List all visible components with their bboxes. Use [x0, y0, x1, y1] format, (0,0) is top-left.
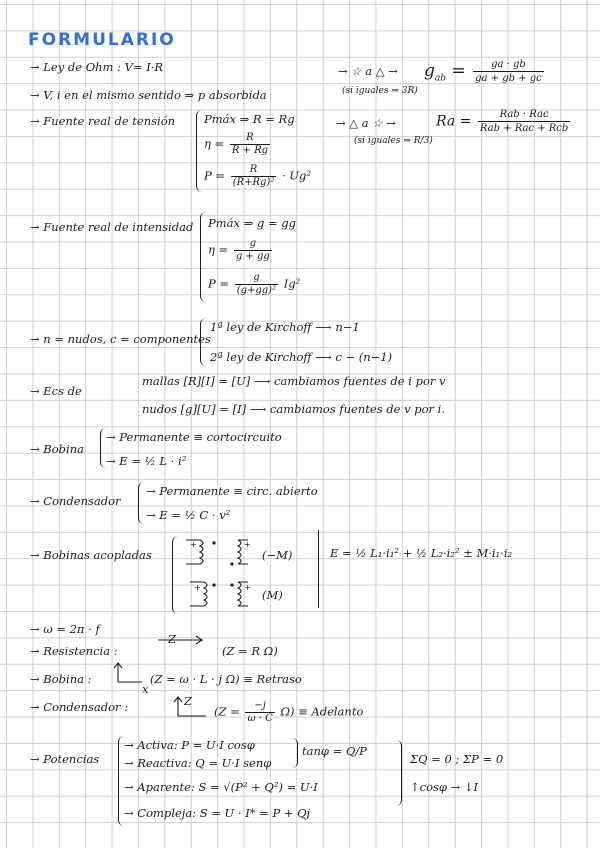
svg-text:-: -	[190, 559, 193, 568]
x-symbol: x	[142, 682, 149, 696]
capacitor-energy: → E = ½ C · v²	[146, 508, 231, 522]
vs-eta-den: R + Rg	[231, 145, 269, 156]
inductor-impedance: (Z = ω · L · j Ω) ≡ Retraso	[150, 672, 302, 686]
svg-text:+: +	[194, 583, 201, 592]
node-equations: nudos [g][U] = [I] ⟶ cambiamos fuentes de v por i.	[142, 402, 446, 416]
coupled-m: (M)	[262, 588, 283, 602]
delta-star-note: (si iguales ⇒ R/3)	[354, 136, 433, 146]
cs-eta-num: g	[234, 238, 272, 251]
tangent-phi: tanφ = Q/P	[302, 744, 367, 758]
svg-text:+: +	[190, 540, 197, 549]
svg-text:-: -	[244, 559, 247, 568]
coupled-minus-m: (−M)	[262, 548, 293, 562]
star-delta-denominator: ga + gb + gc	[475, 73, 542, 84]
cs-pmax: Pmáx ⇒ g = gg	[208, 216, 296, 230]
angular-frequency: → ω = 2π · f	[30, 622, 100, 636]
vs-p-num: R	[231, 164, 277, 177]
svg-text:+: +	[244, 540, 251, 549]
divider-line	[318, 530, 319, 608]
cs-p-den: (g+gg)²	[236, 285, 277, 296]
reactive-power: → Reactiva: Q = U·I senφ	[124, 756, 272, 770]
vs-eta-num: R	[230, 132, 270, 145]
vs-p-tail: · Ug²	[282, 168, 311, 183]
coupled-energy: E = ½ L₁·i₁² + ½ L₂·i₂² ± M·i₁·i₂	[330, 546, 513, 560]
sum-brace	[396, 740, 402, 806]
apparent-power: → Aparente: S = √(P² + Q²) = U·I	[124, 780, 318, 794]
cs-p-lhs: P =	[208, 276, 230, 291]
cap-z-lhs: (Z =	[214, 704, 240, 719]
dot-marker	[230, 562, 233, 565]
kirchhoff-first-law: 1ª ley de Kirchoff ⟶ n−1	[210, 320, 360, 334]
capacitor-steady-state: → Permanente ≡ circ. abierto	[146, 484, 318, 498]
inductor-label: → Bobina	[30, 442, 84, 456]
inductor-steady-state: → Permanente ≡ cortocircuito	[106, 430, 282, 444]
capacitor-impedance	[214, 700, 363, 725]
cap-z-tail: Ω) ≡ Adelanto	[280, 704, 364, 719]
cap-z-num: −j	[245, 700, 274, 713]
conductance-subscript: ab	[434, 73, 447, 84]
cs-eta-lhs: η =	[208, 242, 229, 257]
resistance-label: → Resistencia :	[30, 644, 118, 658]
star-delta-note: (si iguales ⇒ 3R)	[342, 86, 418, 96]
delta-to-star-arrow: → △ a ☆ →	[336, 116, 396, 130]
vs-p-den: (R+Rg)²	[232, 177, 275, 188]
mesh-equations: mallas [R][I] = [U] ⟶ cambiamos fuentes de i por v	[142, 374, 446, 388]
cs-eta-den: g + gg	[235, 251, 270, 262]
svg-text:-: -	[194, 601, 197, 610]
star-delta-numerator: ga · gb	[473, 58, 544, 72]
voltage-source-label: → Fuente real de tensión	[30, 114, 176, 128]
dot-marker	[212, 583, 215, 586]
page-title: FORMULARIO	[28, 30, 176, 50]
vs-pmax: Pmáx ⇒ R = Rg	[204, 112, 295, 126]
svg-text:+: +	[244, 583, 251, 592]
delta-star-numerator: Rab · Rac	[478, 108, 570, 122]
cs-p-num: g	[235, 272, 278, 285]
coil-2a	[204, 582, 207, 606]
same-sense-rule: → V, i en el mismo sentido ⇒ p absorbida	[30, 88, 267, 102]
complex-power: → Compleja: S = U · I* = P + Qj	[124, 806, 311, 820]
power-balance: ΣQ = 0 ; ΣP = 0	[410, 752, 504, 766]
resistance-impedance: (Z = R Ω)	[222, 644, 278, 658]
capacitor-impedance-label: → Condensador :	[30, 700, 129, 714]
capacitor-label: → Condensador	[30, 494, 121, 508]
inductor-energy: → E = ½ L · i²	[106, 454, 187, 468]
kirchhoff-second-law: 2ª ley de Kirchoff ⟶ c − (n−1)	[210, 350, 393, 364]
delta-star-lhs: Ra =	[436, 113, 472, 130]
resistance-axis-arrow	[158, 636, 202, 644]
dot-marker	[212, 541, 215, 544]
nodes-label: → n = nudos, c = componentes	[30, 332, 211, 346]
z-symbol: Z	[168, 632, 176, 646]
ohm-law: → Ley de Ohm : V= I·R	[30, 60, 164, 74]
dot-marker	[230, 583, 233, 586]
z-symbol-capacitor: Z	[184, 694, 192, 708]
coil-2b	[238, 582, 241, 606]
cap-z-den: ω · C	[247, 713, 273, 724]
coil-1a	[200, 540, 203, 564]
svg-text:-: -	[244, 601, 247, 610]
coil-1b	[238, 540, 241, 564]
vs-eta-lhs: η =	[204, 136, 225, 151]
cs-p-tail: Ig²	[283, 276, 301, 291]
coupled-inductors-label: → Bobinas acopladas	[30, 548, 152, 562]
active-power: → Activa: P = U·I cosφ	[124, 738, 255, 752]
power-factor-rule: ↑cosφ → ↓I	[410, 780, 479, 794]
current-source-label: → Fuente real de intensidad	[30, 220, 194, 234]
power-label: → Potencias	[30, 752, 100, 766]
inductor-axis	[114, 663, 142, 682]
star-to-delta-arrow: → ☆ a △ →	[338, 64, 398, 78]
star-delta-formula: $g_{ab}$ = $\frac{ga \cdot gb}{ga + gb + gc}$	[424, 59, 542, 84]
vs-p-lhs: P =	[204, 168, 226, 183]
inductor-impedance-label: → Bobina :	[30, 672, 92, 686]
delta-star-denominator: Rab + Rac + Rcb	[479, 123, 569, 134]
conductance-symbol: g	[424, 61, 435, 81]
equations-label: → Ecs de	[30, 384, 82, 398]
tan-brace	[292, 738, 298, 768]
